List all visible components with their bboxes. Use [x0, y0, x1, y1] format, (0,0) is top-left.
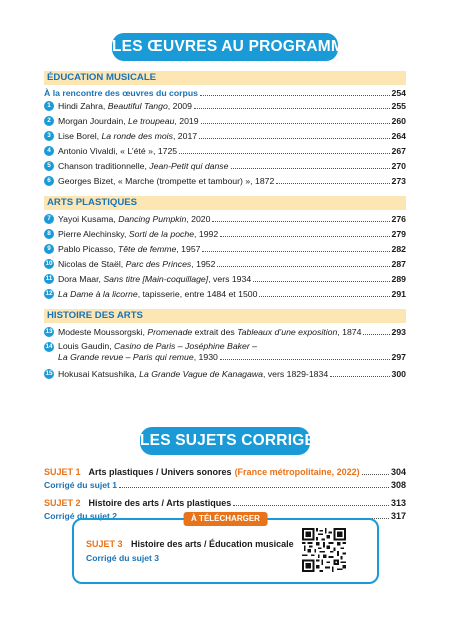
- leader-dots: [212, 221, 389, 222]
- leader-dots: [330, 376, 389, 377]
- toc-row[interactable]: [44, 367, 406, 380]
- toc-intro-label: À la rencontre des œuvres du corpus: [44, 88, 198, 98]
- item-number-badge: 9: [44, 244, 54, 254]
- page-title-banner: LES ŒUVRES AU PROGRAMME: [112, 33, 338, 61]
- section-heading-arts: ARTS PLASTIQUES: [44, 196, 406, 210]
- page-number: 317: [390, 511, 406, 521]
- leader-dots: [231, 168, 390, 169]
- page-number: 254: [391, 88, 406, 98]
- page-number: 273: [391, 176, 406, 186]
- download-tag: À TÉLÉCHARGER: [183, 512, 268, 526]
- page-number: 264: [391, 131, 406, 141]
- item-number-badge: 6: [44, 176, 54, 186]
- item-number-badge: 3: [44, 131, 54, 141]
- page-number: 287: [391, 259, 406, 269]
- toc-row-intro[interactable]: [44, 86, 406, 99]
- subject-title: Histoire des arts / Éducation musicale: [131, 539, 294, 549]
- leader-dots: [194, 108, 390, 109]
- toc-row[interactable]: [44, 287, 406, 300]
- toc-entry-text: Antonio Vivaldi, « L’été », 1725: [58, 146, 178, 156]
- toc-entry-text: Nicolas de Staël, Parc des Princes, 1952: [58, 259, 216, 269]
- leader-dots: [201, 123, 390, 124]
- corrige-title: Corrigé du sujet 2: [44, 511, 118, 521]
- leader-dots: [276, 183, 389, 184]
- corrige-row-1[interactable]: [44, 478, 406, 491]
- leader-dots: [259, 296, 389, 297]
- leader-dots: [363, 334, 389, 335]
- subject-row-1[interactable]: [44, 465, 406, 478]
- item-number-badge: 8: [44, 229, 54, 239]
- toc-entry-text: Georges Bizet, « Marche (trompette et tambour) », 1872: [58, 176, 275, 186]
- page-number: 313: [390, 498, 406, 508]
- subject-row-3[interactable]: [86, 539, 294, 549]
- leader-dots: [362, 474, 389, 475]
- leader-dots: [200, 95, 390, 96]
- leader-dots: [199, 138, 389, 139]
- leader-dots: [202, 251, 389, 252]
- toc-entry-text: Pierre Alechinsky, Sorti de la poche, 1992: [58, 229, 219, 239]
- section-heading-history: HISTOIRE DES ARTS: [44, 309, 406, 323]
- toc-row[interactable]: [44, 227, 406, 240]
- toc-row-multiline[interactable]: [44, 341, 406, 363]
- page-number: 308: [390, 480, 406, 490]
- toc-entry-text: Pablo Picasso, Tête de femme, 1957: [58, 244, 201, 254]
- page-number: 270: [391, 161, 406, 171]
- page-number: 279: [391, 229, 406, 239]
- toc-entry-text: Lise Borel, La ronde des mois, 2017: [58, 131, 198, 141]
- toc-entry-text: Hindi Zahra, Beautiful Tango, 2009: [58, 101, 192, 111]
- item-number-badge: 15: [45, 370, 53, 377]
- toc-entry-text: Hokusai Katsushika, La Grande Vague de Kanagawa, vers 1829-1834: [58, 369, 329, 379]
- subject-label: SUJET 2: [44, 498, 81, 508]
- leader-dots: [119, 487, 389, 488]
- toc-row[interactable]: [44, 174, 406, 187]
- leader-dots: [253, 281, 389, 282]
- toc-entry-text: Dora Maar, Sans titre [Main-coquillage], vers 1934: [58, 274, 252, 284]
- subject-label: SUJET 3: [86, 539, 123, 549]
- download-box[interactable]: [72, 514, 379, 584]
- subject-row-2[interactable]: [44, 496, 406, 509]
- page-number: 304: [390, 467, 406, 477]
- toc-entry-text: Chanson traditionnelle, Jean-Petit qui danse: [58, 161, 229, 171]
- toc-row[interactable]: [44, 159, 406, 172]
- toc-row[interactable]: [44, 114, 406, 127]
- item-number-badge: 13: [45, 328, 53, 335]
- page-number: 297: [391, 352, 406, 362]
- item-number-badge: 14: [45, 343, 53, 350]
- toc-row[interactable]: [44, 129, 406, 142]
- item-number-badge: 10: [45, 260, 53, 267]
- qr-code-icon[interactable]: [302, 528, 346, 572]
- page-number: 255: [391, 101, 406, 111]
- page-number: 260: [391, 116, 406, 126]
- toc-entry-line2: La Grande revue – Paris qui remue , 1930 297: [58, 352, 406, 362]
- page-number: 276: [391, 214, 406, 224]
- leader-dots: [220, 236, 389, 237]
- subject-label: SUJET 1: [44, 467, 81, 477]
- item-number-badge: 5: [44, 161, 54, 171]
- toc-entry-text: Morgan Jourdain, Le troupeau, 2019: [58, 116, 199, 126]
- leader-dots: [217, 266, 389, 267]
- item-number-badge: 11: [45, 275, 53, 282]
- item-number-badge: 12: [45, 290, 53, 297]
- section-heading-music: ÉDUCATION MUSICALE: [44, 71, 406, 85]
- toc-entry-line1: Louis Gaudin, Casino de Paris – Joséphine Baker –: [58, 341, 257, 351]
- corrige-title: Corrigé du sujet 1: [44, 480, 118, 490]
- subject-origin: (France métropolitaine, 2022): [234, 467, 360, 477]
- toc-row[interactable]: [44, 325, 406, 338]
- subject-title: Histoire des arts / Arts plastiques: [88, 498, 232, 508]
- toc-row[interactable]: [44, 99, 406, 112]
- item-number-badge: 7: [44, 214, 54, 224]
- corrige-row-3[interactable]: Corrigé du sujet 3: [86, 553, 160, 563]
- toc-row[interactable]: [44, 272, 406, 285]
- toc-row[interactable]: [44, 257, 406, 270]
- item-number-badge: 2: [44, 116, 54, 126]
- page-number: 289: [391, 274, 406, 284]
- leader-dots: [179, 153, 389, 154]
- leader-dots: [233, 505, 389, 506]
- toc-row[interactable]: [44, 212, 406, 225]
- page-number: 267: [391, 146, 406, 156]
- toc-row[interactable]: [44, 242, 406, 255]
- toc-entry-text: La Dame à la licorne, tapisserie, entre 1484 et 1500: [58, 289, 258, 299]
- item-number-badge: 1: [44, 101, 54, 111]
- item-number-badge: 4: [44, 146, 54, 156]
- leader-dots: [220, 359, 390, 360]
- subject-title: Arts plastiques / Univers sonores: [88, 467, 232, 477]
- section-banner-subjects: LES SUJETS CORRIGÉS: [140, 427, 310, 455]
- page-number: 300: [391, 369, 406, 379]
- page-number: 293: [391, 327, 406, 337]
- page-number: 282: [391, 244, 406, 254]
- toc-row[interactable]: [44, 144, 406, 157]
- toc-entry-text: Yayoi Kusama, Dancing Pumpkin, 2020: [58, 214, 211, 224]
- toc-entry-text: Modeste Moussorgski, Promenade extrait des Tableaux d’une exposition, 1874: [58, 327, 362, 337]
- page-number: 291: [391, 289, 406, 299]
